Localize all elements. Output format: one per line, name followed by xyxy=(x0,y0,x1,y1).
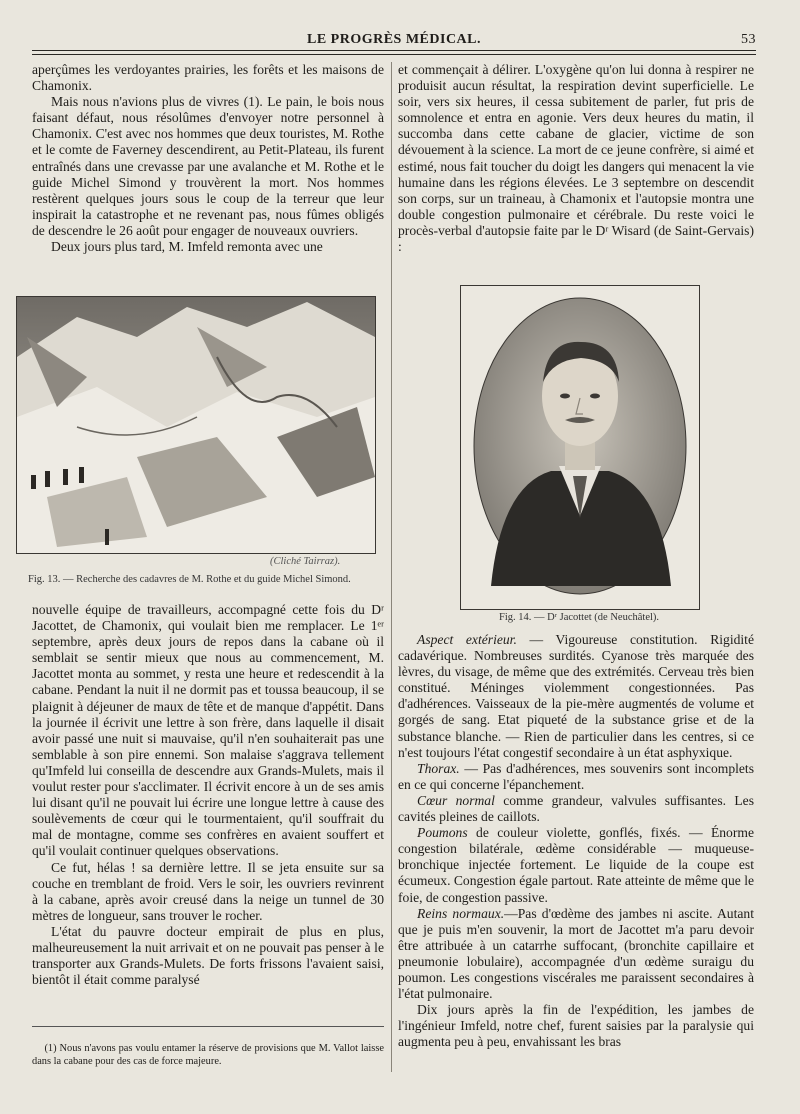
section-label: Cœur normal xyxy=(417,792,495,808)
page-number: 53 xyxy=(741,32,756,47)
running-header xyxy=(32,28,756,50)
paragraph: Ce fut, hélas ! sa dernière lettre. Il se jeta ensuite sur sa couche en tremblant de froid. Vers le soir, les ouvriers revinrent à la cabane, après avoir creusé dans la neige un tunnel de 30 mètres de longueur, sans trouver le rocher. xyxy=(32,859,384,923)
figure-14-portrait xyxy=(460,285,700,610)
left-column-top xyxy=(32,62,384,278)
glacier-illustration xyxy=(17,297,375,553)
figure-13-caption: Fig. 13. — Recherche des cadavres de M. Rothe et du guide Michel Simond. xyxy=(28,574,351,585)
figure-14-caption: Fig. 14. — Dʳ Jacottet (de Neuchâtel). xyxy=(498,612,660,623)
paragraph-aspect xyxy=(398,632,754,761)
header-rule xyxy=(32,50,756,51)
section-text: de couleur violette, gonflés, fixés. — Énorme congestion bilatérale, œdème considérable — muqueuse-bronchique injectée fortement. Le liquide de la coupe est écumeux. Congestion égale partout. Rate atteinte de même que le foie, de congestion passive. xyxy=(398,825,754,905)
right-column-bottom xyxy=(398,632,754,1072)
paragraph-thorax xyxy=(398,761,754,793)
portrait-illustration xyxy=(461,286,699,609)
section-label: Thorax. xyxy=(417,760,460,776)
paragraph: Mais nous n'avions plus de vivres (1). Le pain, le bois nous faisant défaut, nous résolûmes d'envoyer notre personnel à Chamonix. C'est avec nos hommes que deux touristes, M. Rothe et le comte de Faverney descendirent, au Petit-Plateau, ils furent entraînés dans une crevasse par une avalanche et M. Rothe et le guide Michel Simond y trouvèrent la mort. Nos hommes restèrent quelques jours sous le coup de la terreur que leur inspirait la catastrophe et ne revenant pas, nous fûmes obligés de descendre le 26 août pour engager de nouveaux ouvriers. xyxy=(32,94,384,238)
section-label: Reins normaux. xyxy=(417,905,505,921)
paragraph: Deux jours plus tard, M. Imfeld remonta avec une xyxy=(51,239,323,255)
column-divider xyxy=(391,62,392,1072)
section-label: Poumons xyxy=(417,825,468,841)
right-column-top xyxy=(398,62,754,278)
paragraph: nouvelle équipe de travailleurs, accompagné cette fois du Dʳ Jacottet, de Chamonix, qui voulait bien me remplacer. Le 1ᵉʳ septembre, après deux jours de repos dans la cabane où il semblait se sentir mieux que nous au commencement, M. Jacottet monta au sommet, y resta une heure et redescendit à la cabane. Pendant la nuit il ne dormit pas et toussa beaucoup, il se plaignit à déjeuner de maux de tête et de manque d'appétit. Dans la journée il écrivit une lettre à son frère, dans laquelle il disait avoir passé une nuit si mauvaise, qu'il n'en souhaiterait pas une semblable à son pire ennemi. Son malaise s'aggrava tellement qu'Imfeld lui conseilla de descendre aux Grands-Mulets, mais il voulut rester pour s'acclimater. Il écrivit encore à un de ses amis lui disant qu'il ne pouvait lui écrire une longue lettre à cause des soulèvements de cœur qui le tourmentaient, qu'il souffrait du mal de montagne, comme ses confrères en avaient souffert et qu'il voulait continuer quelques observations. xyxy=(32,602,384,859)
paragraph-poumons xyxy=(398,825,754,905)
figure-13-credit: (Cliché Tairraz). xyxy=(270,556,341,567)
section-text: —Pas d'œdème des jambes ni ascite. Autant que je puis m'en souvenir, la mort de Jacottet m'a paru devoir être attribuée à un catarrhe suffocant, (bronchite capillaire et pneumonie lobulaire), accompagnée d'un œdème suraigu du poumon. Les congestions viscérales me paraissent secondaires à l'état pulmonaire. xyxy=(398,905,754,1002)
section-text: — Vigoureuse constitution. Rigidité cadavérique. Nombreuses surdités. Cyanose très marquée des lèvres, du visage, de même que des extrémités. Cerveau très bien constitué. Méninges violemment congestionnées. Pas d'adhérences. Vaisseaux de la pie-mère augmentés de volume et gorgés de sang. Etat piqueté de la substance grise et de la substance blanche. — Rien de particulier dans les centres, si ce n'est toujours l'état congestif secondaire à un état asphyxique. xyxy=(398,632,754,760)
figure-13-glacier-photo xyxy=(16,296,376,554)
header-rule-thin xyxy=(32,54,756,55)
left-column-bottom xyxy=(32,602,384,1020)
section-text: comme grandeur, valvules suffisantes. Les cavités pleines de caillots. xyxy=(398,792,754,825)
footnote-rule xyxy=(32,1026,384,1027)
paragraph-reins xyxy=(398,906,754,1003)
journal-title: LE PROGRÈS MÉDICAL. xyxy=(306,32,482,47)
paragraph: L'état du pauvre docteur empirait de plus en plus, malheureusement la nuit arrivait et on ne pouvait pas penser à le transporter aux Grands-Mulets. De forts frissons l'avaient saisi, bientôt il était comme paralysé xyxy=(32,923,384,988)
paragraph: Dix jours après la fin de l'expédition, les jambes de l'ingénieur Imfeld, notre chef, furent saisies par la paralysie qui augmenta peu à peu, envahissant les bras xyxy=(398,1002,754,1050)
section-text: — Pas d'adhérences, mes souvenirs sont incomplets en ce qui concerne l'épanchement. xyxy=(398,760,754,792)
footnote-text: (1) Nous n'avons pas voulu entamer la réserve de provisions que M. Vallot laisse dans la cabane pour des cas de force majeure. xyxy=(32,1043,384,1067)
paragraph-coeur xyxy=(398,793,754,825)
section-label: Aspect extérieur. xyxy=(417,632,517,647)
paragraph: et commençait à délirer. L'oxygène qu'on lui donna à respirer ne produisit aucun résultat, la respiration devint superficielle. Le soir, vers six heures, il cessa subitement de parler, fut pris de somnolence et entra en agonie. Vers deux heures du matin, il succomba dans cette cabane de glacier, victime de son dévouement à la science. La mort de ce jeune confrère, si aimé et estimé, nous fait toucher du doigt les dangers qui menacent la vie humaine dans les régions élevées. Le 3 septembre on descendit son corps, sur un traineau, à Chamonix et l'autopsie montra une double congestion pulmonaire et cérébrale. Du reste voici le procès-verbal d'autopsie faite par le Dʳ Wisard (de Saint-Gervais) : xyxy=(398,62,754,255)
paragraph: aperçûmes les verdoyantes prairies, les forêts et les maisons de Chamonix. xyxy=(32,62,384,94)
footnote xyxy=(32,1042,384,1068)
